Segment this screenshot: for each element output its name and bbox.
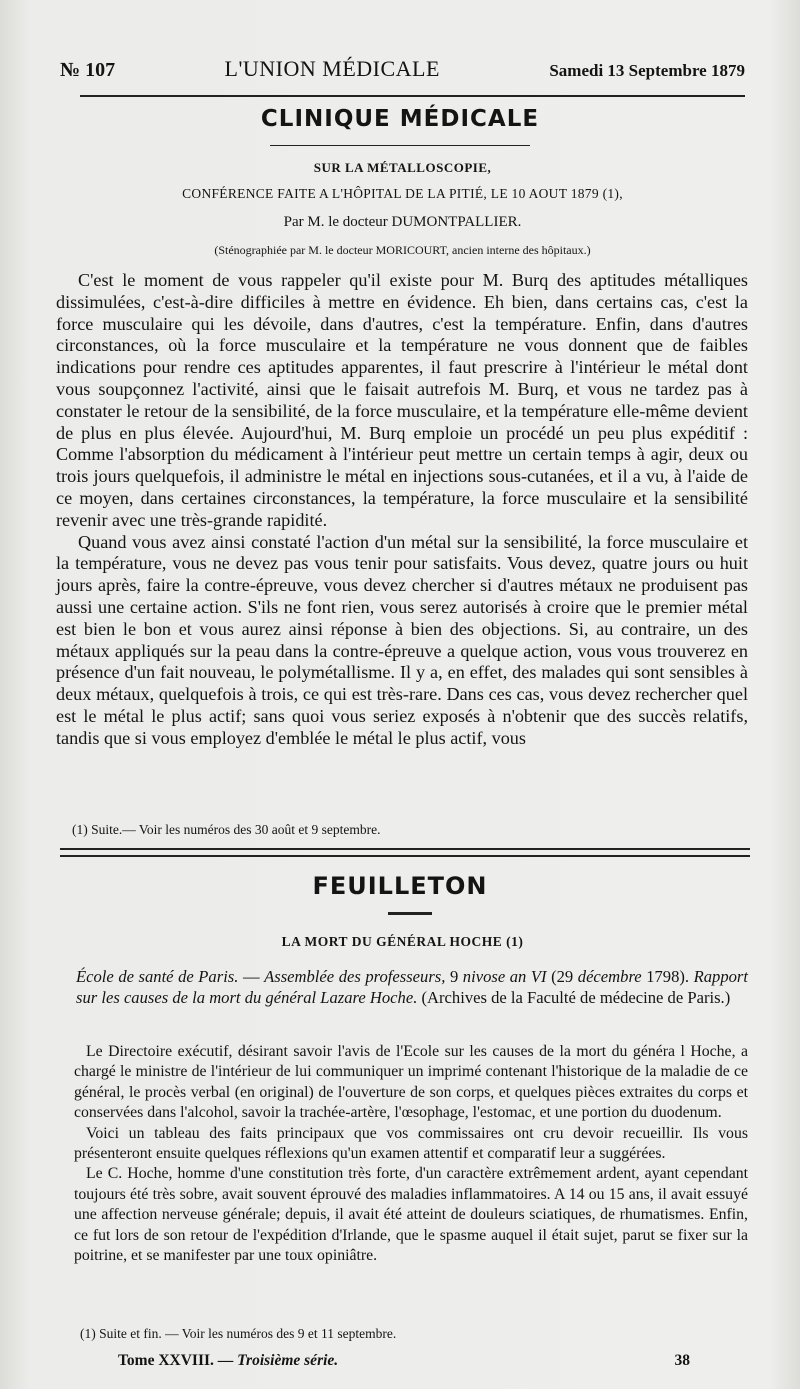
source-part-i: Rapport sur les causes de la mort du général Lazare Hoche. <box>76 967 749 1007</box>
page-number: 38 <box>674 1352 690 1369</box>
issue-number: № 107 <box>60 59 116 81</box>
source-part-e: nivose an VI <box>462 967 547 986</box>
clinique-body <box>56 270 748 750</box>
source-part-c: Assemblée des professeurs, <box>264 967 446 986</box>
source-part-j: (Archives de la Faculté de médecine de Paris.) <box>417 988 731 1007</box>
feuilleton-subtitle: LA MORT DU GÉNÉRAL HOCHE (1) <box>281 934 524 949</box>
source-part-g: décembre <box>577 967 642 986</box>
journal-title: L'UNION MÉDICALE <box>224 56 440 81</box>
feuilleton-separator <box>60 848 750 857</box>
feuilleton-source <box>76 966 748 1008</box>
header-rule <box>80 95 745 97</box>
author-line: Par M. le docteur DUMONTPALLIER. <box>283 214 522 230</box>
feuilleton-paragraph-1: Le Directoire exécutif, désirant savoir l'avis de l'Ecole sur les causes de la mort du généra l Hoche, a chargé le ministre de l'intérieur de lui communiquer un imprimé contenant l'historique de la maladie de ce général, le procès verbal (en original) de l'ouverture de son corps, et quelques pièces extraites du corps et conservées dans l'alcohol, savoir la trachée-artère, l'œsophage, l'estomac, et une portion du duodenum. <box>74 1043 748 1122</box>
page-footer <box>118 1352 690 1370</box>
masthead <box>60 56 745 82</box>
serie-label: Troisième série. <box>237 1352 339 1369</box>
steno-line: (Sténographiée par M. le docteur MORICOURT, ancien interne des hôpitaux.) <box>214 243 591 257</box>
source-part-f: (29 <box>546 967 578 986</box>
clinique-paragraph-1: C'est le moment de vous rappeler qu'il existe pour M. Burq des aptitudes métalliques dissimulées, c'est-à-dire difficiles à mettre en évidence. Eh bien, dans certains cas, c'est la force musculaire qui les dévoile, dans d'autres, c'est la température. Enfin, dans d'autres circonstances, où la force musculaire et la température ne vous donnent que de faibles indications pour rendre ces aptitudes apparentes, il faut prescrire à l'intérieur le métal dont vous soupçonnez l'activité, ainsi que le faisait autrefois M. Burq, et vous ne tardez pas à constater le retour de la sensibilité, de la force musculaire, et la température elle-même devient de plus en plus élevée. Aujourd'hui, M. Burq emploie un procédé un peu plus expéditif : Comme l'absorption du médicament à l'intérieur peut mettre un certain temps à agir, deux ou trois jours quelquefois, il administre le métal en injections sous-cutanées, et il a vu, à l'aide de ce moyen, dans certaines circonstances, la température, la force musculaire et la sensibilité revenir avec une très-grande rapidité. <box>56 270 748 530</box>
clinique-paragraph-2: Quand vous avez ainsi constaté l'action d'un métal sur la sensibilité, la force musculaire et la température, vous ne devez pas vous tenir pour satisfaits. Vous devez, quatre jours ou huit jours après, faire la contre-épreuve, vous devez chercher si d'autres métaux ne produisent pas aussi une certaine action. S'ils ne font rien, vous serez autorisés à croire que le premier métal est bien le bon et vous aurez ainsi réponse à bien des objections. Si, au contraire, un des métaux appliqués sur la peau dans la contre-épreuve a quelque action, vous vous trouverez en présence d'un fait nouveau, le polymétallisme. Il y a, en effet, des malades qui sont sensibles à deux métaux, quelquefois à trois, ce qui est très-rare. Dans ces cas, vous devez rechercher quel est le métal le plus actif; sans quoi vous seriez exposés à n'obtenir que des succès relatifs, tandis que si vous employez d'emblée le métal le plus actif, vous <box>56 531 748 748</box>
clinique-title: CLINIQUE MÉDICALE <box>260 106 540 132</box>
source-part-d: 9 <box>445 967 463 986</box>
source-part-a: École de santé de Paris. <box>76 967 239 986</box>
footer-tome <box>118 1352 338 1370</box>
lecture-line: CONFÉRENCE FAITE A L'HÔPITAL DE LA PITIÉ, LE 10 AOUT 1879 (1), <box>182 186 623 201</box>
feuilleton-footnote: (1) Suite et fin. — Voir les numéros des 9 et 11 septembre. <box>80 1326 397 1341</box>
source-part-b: — <box>238 967 265 986</box>
clinique-footnote: (1) Suite.— Voir les numéros des 30 août et 9 septembre. <box>72 822 381 837</box>
tome-dash: — <box>213 1352 238 1369</box>
feuilleton-title: FEUILLETON <box>312 872 488 900</box>
issue-date: Samedi 13 Septembre 1879 <box>549 61 745 80</box>
source-citation <box>76 966 748 1008</box>
clinique-subtitle: SUR LA MÉTALLOSCOPIE, <box>313 160 492 175</box>
feuilleton-body <box>74 1042 748 1266</box>
feuilleton-paragraph-2: Voici un tableau des faits principaux que vos commissaires ont cru devoir recueillir. Ils vous présenteront ensuite quelques réflexions qu'un examen attentif et comparatif leur a suggérées. <box>74 1124 748 1163</box>
tome-label: Tome XXVIII. <box>118 1352 214 1369</box>
feuilleton-paragraph-3: Le C. Hoche, homme d'une constitution très forte, d'un caractère extrêmement ardent, ayant cependant toujours été très sobre, avait souvent éprouvé des maladies inflammatoires. A 14 ou 15 ans, il avait essuyé une affection nerveuse générale; depuis, il avait été atteint de douleurs sciatiques, de rhumatismes. Enfin, ce fut lors de son retour de l'expédition d'Irlande, que le spasme auquel il était sujet, parut se fixer sur la poitrine, et se manifester par une toux opiniâtre. <box>74 1165 748 1265</box>
feuilleton-short-rule <box>388 912 432 915</box>
source-part-h: 1798). <box>641 967 694 986</box>
title-underline <box>270 145 530 146</box>
